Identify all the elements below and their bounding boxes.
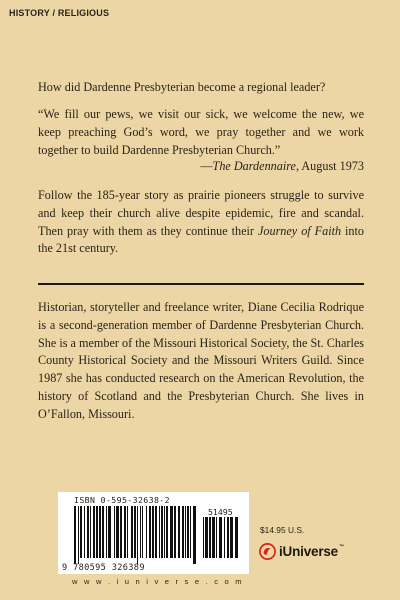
barcode-bar xyxy=(74,506,76,564)
attribution-dash: — xyxy=(200,159,213,173)
isbn-label: ISBN 0-595-32638-2 xyxy=(74,495,170,505)
barcode-digits: 9 780595 326389 xyxy=(62,563,145,573)
barcode-bar xyxy=(174,506,176,558)
barcode-bar xyxy=(155,506,157,558)
barcode-bar xyxy=(161,506,163,558)
story-book-title: Journey of Faith xyxy=(257,223,342,238)
barcode-bar xyxy=(120,506,122,558)
barcode-main-bars xyxy=(74,506,198,564)
barcode-bar xyxy=(178,506,180,558)
barcode-bar xyxy=(190,506,191,558)
barcode-bar xyxy=(116,506,119,558)
barcode-bar xyxy=(131,506,133,558)
barcode-bar xyxy=(224,517,225,558)
barcode-addon-bars xyxy=(203,517,239,564)
iuniverse-swirl-icon xyxy=(259,543,276,560)
barcode-bar xyxy=(203,517,204,558)
logo-wordmark xyxy=(279,544,344,559)
attribution-source: The Dardennaire xyxy=(212,159,296,173)
barcode-bar xyxy=(78,506,79,564)
story-text-end: into the 21st century. xyxy=(38,223,364,256)
barcode-bar xyxy=(87,506,89,558)
barcode-box xyxy=(58,492,249,574)
story-text-start: Follow the 185-year story as prairie pioneers struggle to survive and keep their church alive despite epidemic, fire and scandal. Then pray with them as they continue their xyxy=(38,188,364,238)
logo-trademark: ™ xyxy=(338,544,344,550)
barcode-bar xyxy=(235,517,238,558)
barcode-bar xyxy=(108,506,111,558)
barcode-bar xyxy=(227,517,229,558)
logo-name: iUniverse xyxy=(279,544,338,559)
barcode-bar xyxy=(134,506,136,558)
category-label: HISTORY / RELIGIOUS xyxy=(9,8,110,18)
barcode-bar xyxy=(137,506,138,564)
barcode-bar xyxy=(90,506,91,558)
publisher-logo xyxy=(259,543,344,560)
author-bio: Historian, storyteller and freelance writer, Diane Cecilia Rodrique is a second-generation member of Dardenne Presbyterian Church. She is a member of the Missouri Historical Society, the St. Charles County Historical Society and the Missouri Writers Guild. Since 1987 she has conducted research on the American Revolution, the history of Scotland and the Presbyterian Church. She lives in O’Fallon, Missouri. xyxy=(38,300,364,421)
barcode-bar xyxy=(96,506,98,558)
barcode-bar xyxy=(149,506,151,558)
barcode-bar xyxy=(84,506,85,558)
barcode-bar xyxy=(114,506,115,558)
barcode-bar xyxy=(212,517,215,558)
quote-paragraph: “We fill our pews, we visit our sick, we welcome the new, we keep preaching God’s word, we pray together and we work together to build Dardenne Presbyterian Church.” xyxy=(38,107,364,157)
quote-attribution xyxy=(200,158,364,176)
barcode-bar xyxy=(193,506,196,564)
barcode-bar xyxy=(152,506,154,558)
barcode-bar xyxy=(166,506,168,558)
section-divider xyxy=(38,283,364,285)
barcode-bar xyxy=(140,506,141,558)
barcode-bar xyxy=(170,506,173,558)
story-paragraph xyxy=(38,187,364,258)
attribution-date: , August 1973 xyxy=(295,159,364,173)
barcode-bar xyxy=(93,506,95,558)
barcode-bar xyxy=(106,506,107,558)
barcode-bar xyxy=(185,506,186,558)
barcode-bar xyxy=(187,506,189,558)
price-label: $14.95 U.S. xyxy=(260,525,305,535)
barcode-bar xyxy=(159,506,160,558)
barcode-bar xyxy=(219,517,222,558)
lead-question: How did Dardenne Presbyterian become a regional leader? xyxy=(38,80,326,94)
barcode-bar xyxy=(99,506,101,558)
swirl-inner xyxy=(264,548,271,555)
barcode-bar xyxy=(205,517,208,558)
barcode-bar xyxy=(127,506,128,558)
barcode-bar xyxy=(230,517,233,558)
barcode-bar xyxy=(142,506,143,558)
barcode-bar xyxy=(102,506,104,558)
price-code: 51495 xyxy=(208,507,233,517)
publisher-url: w w w . i u n i v e r s e . c o m xyxy=(72,577,244,586)
barcode-bar xyxy=(216,517,217,558)
barcode-bar xyxy=(209,517,211,558)
barcode-bar xyxy=(124,506,126,558)
barcode-bar xyxy=(80,506,82,558)
barcode-bar xyxy=(146,506,147,558)
barcode-bar xyxy=(182,506,184,558)
barcode-bar xyxy=(164,506,165,558)
